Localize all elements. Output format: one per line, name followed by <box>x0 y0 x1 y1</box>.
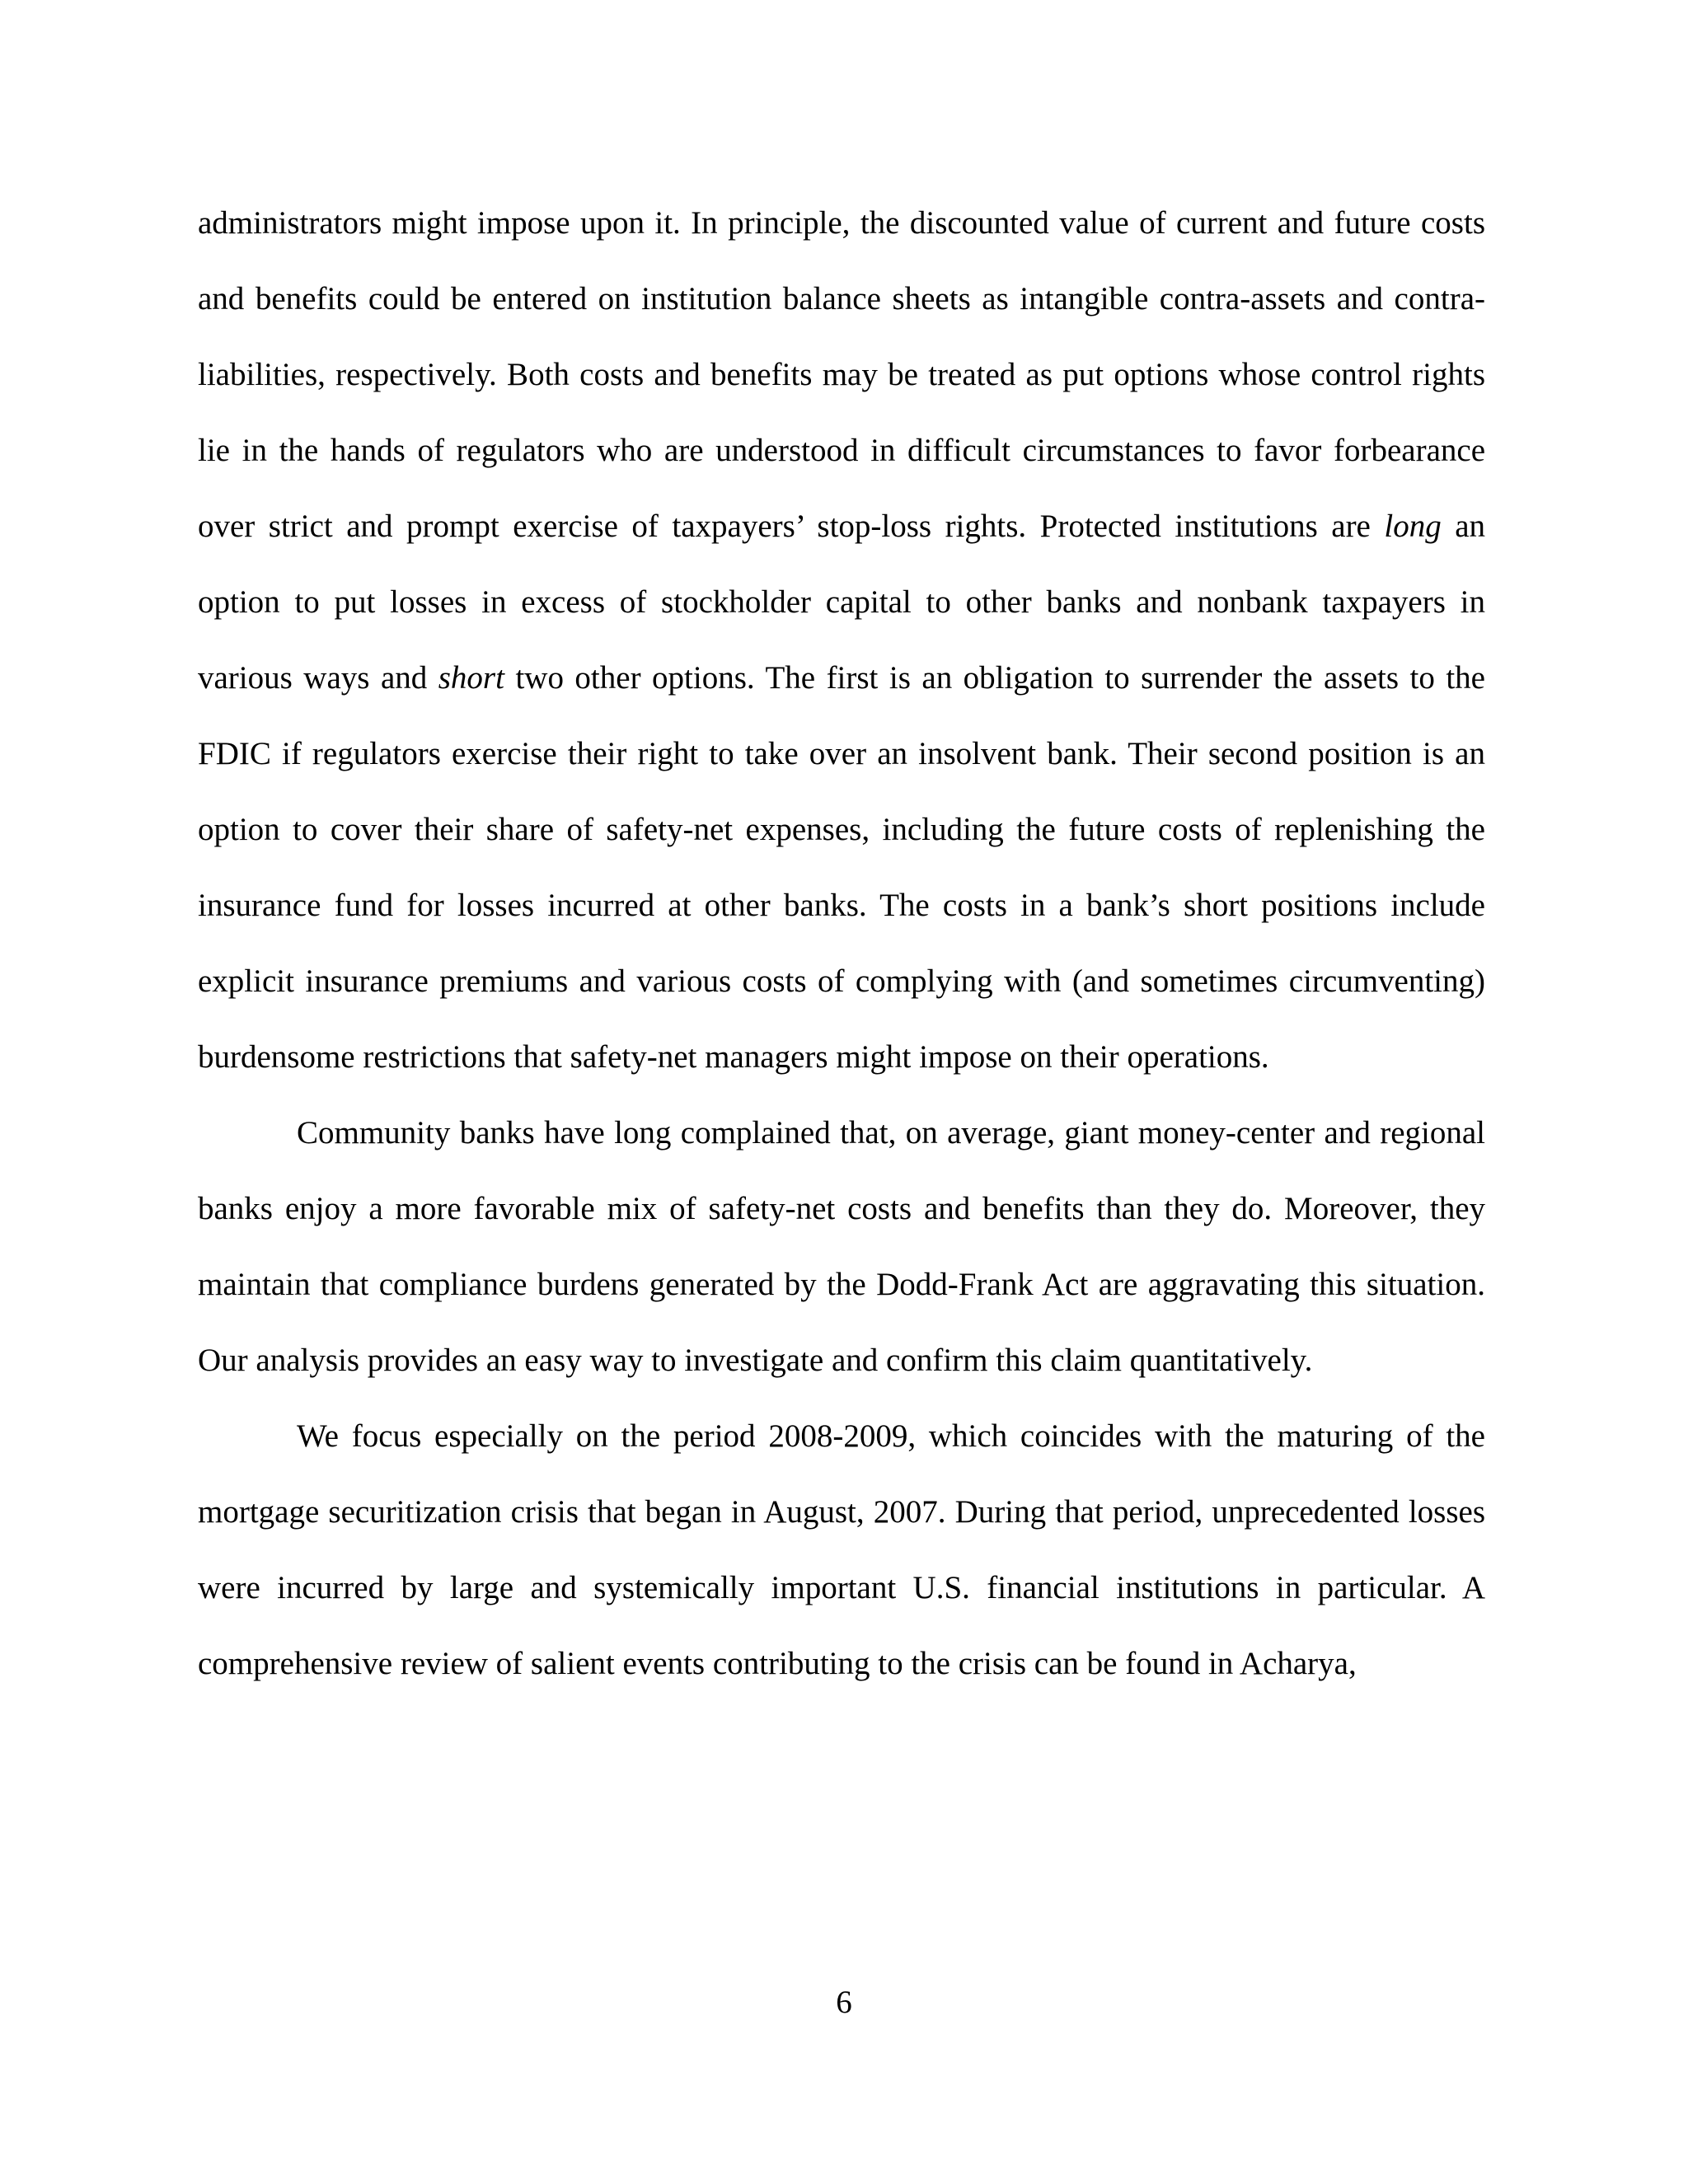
page-number: 6 <box>836 1985 852 2020</box>
emphasis-long: long <box>1384 509 1442 544</box>
paragraph-1-text-3: two other options. The first is an obligation to surrender the assets to the FDIC if regulators exercise their right to take over an insolvent bank. Their second position is an option to cover their share of safety-net expenses, including the future costs of replenishing the insurance fund for losses incurred at other banks. The costs in a bank’s short positions include explicit insurance premiums and various costs of complying with (and sometimes circumventing) burdensome restrictions that safety-net managers might impose on their operations. <box>198 660 1485 1075</box>
paragraph-1-text-2: an option to put losses in excess of stockholder capital to other banks and nonbank taxpayers in various ways and <box>198 509 1485 696</box>
emphasis-short: short <box>438 660 504 696</box>
paragraph-2-text: Community banks have long complained that, on average, giant money-center and regional banks enjoy a more favorable mix of safety-net costs and benefits than they do. Moreover, they maintain that compliance burdens generated by the Dodd-Frank Act are aggravating this situation. Our analysis provides an easy way to investigate and confirm this claim quantitatively. <box>198 1115 1485 1378</box>
paragraph-2 <box>198 1095 1485 1399</box>
body-text <box>198 185 1485 1702</box>
paragraph-3 <box>198 1399 1485 1702</box>
paragraph-1-text-1: administrators might impose upon it. In principle, the discounted value of current and future costs and benefits could be entered on institution balance sheets as intangible contra-assets and contra-liabilities, respectively. Both costs and benefits may be treated as put options whose control rights lie in the hands of regulators who are understood in difficult circumstances to favor forbearance over strict and prompt exercise of taxpayers’ stop-loss rights. Protected institutions are <box>198 205 1485 544</box>
paragraph-1 <box>198 185 1485 1095</box>
paragraph-3-text: We focus especially on the period 2008-2009, which coincides with the maturing of the mortgage securitization crisis that began in August, 2007. During that period, unprecedented losses were incurred by large and systemically important U.S. financial institutions in particular. A comprehensive review of salient events contributing to the crisis can be found in Acharya, <box>198 1418 1485 1681</box>
